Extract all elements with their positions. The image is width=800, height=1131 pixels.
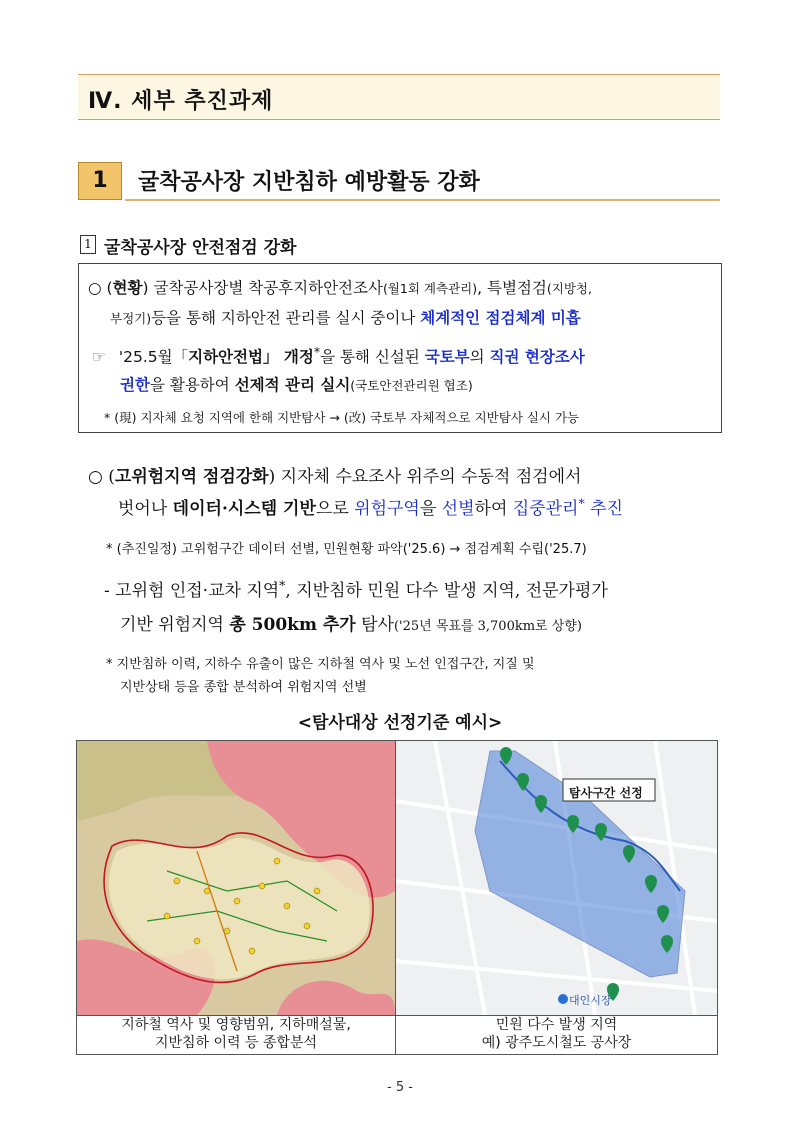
figure-frame bbox=[76, 740, 718, 1016]
heading-number: 1 bbox=[78, 162, 122, 200]
right-caption: 민원 다수 발생 지역 예) 광주도시철도 공사장 bbox=[481, 1017, 632, 1051]
subheading-title: 굴착공사장 안전점검 강화 bbox=[104, 238, 297, 258]
street-map-image bbox=[395, 741, 717, 1015]
subheading-number: 1 bbox=[80, 235, 96, 254]
item2-line-1: - 고위험 인접·교차 지역*, 지반침하 민원 다수 발생 지역, 전문가평가 bbox=[104, 577, 608, 601]
box-line-1: ○ (현황) 굴착공사장별 착공후지하안전조사(월1회 계측관리), 특별점검(지방청, bbox=[88, 279, 592, 297]
box-note: * (現) 지자체 요청 지역에 한해 지반탐사 → (改) 국토부 자체적으로 지반탐사 실시 가능 bbox=[104, 410, 580, 425]
box-line-2: 부정기)등을 통해 지하안전 관리를 실시 중이나 체계적인 점검체계 미흡 bbox=[110, 309, 581, 327]
item1-note: * (추진일정) 고위험구간 데이터 선별, 민원현황 파악('25.6) → 점검계획 수립('25.7) bbox=[106, 542, 587, 557]
item1-line-2: 벗어나 데이터·시스템 기반으로 위험구역을 선별하여 집중관리* 추진 bbox=[118, 495, 623, 519]
figure-divider bbox=[395, 741, 396, 1015]
item2-note-1: * 지반침하 이력, 지하수 유출이 많은 지하철 역사 및 노선 인접구간, 지질 및 bbox=[106, 657, 535, 672]
geology-map-image bbox=[77, 741, 395, 1015]
pointing-hand-icon: ☞ bbox=[92, 348, 106, 367]
map-label: 탐사구간 선정 bbox=[569, 786, 643, 800]
caption-frame bbox=[76, 1014, 718, 1055]
heading-underline bbox=[125, 199, 720, 201]
section-title: Ⅳ. 세부 추진과제 bbox=[88, 89, 274, 114]
station-label: 대인시장 bbox=[569, 994, 612, 1007]
item1-line-1: ○ (고위험지역 점검강화) 지자체 수요조사 위주의 수동적 점검에서 bbox=[88, 467, 582, 487]
heading-title: 굴착공사장 지반침하 예방활동 강화 bbox=[138, 170, 480, 195]
item2-line-2: 기반 위험지역 총 500km 추가 탐사('25년 목표를 3,700km로 상향) bbox=[120, 615, 582, 635]
box-line-3: ☞ '25.5월「지하안전법」 개정*을 통해 신설된 국토부의 직권 현장조사 bbox=[92, 344, 585, 367]
figure-title: <탐사대상 선정기준 예시> bbox=[297, 713, 503, 733]
page-number: - 5 - bbox=[387, 1080, 413, 1095]
box-line-4: 권한을 활용하여 선제적 관리 실시(국토안전관리원 협조) bbox=[120, 376, 473, 394]
left-caption: 지하철 역사 및 영향범위, 지하매설물, 지반침하 이력 등 종합분석 bbox=[121, 1017, 351, 1051]
item2-note-2: 지반상태 등을 종합 분석하여 위험지역 선별 bbox=[120, 680, 367, 695]
